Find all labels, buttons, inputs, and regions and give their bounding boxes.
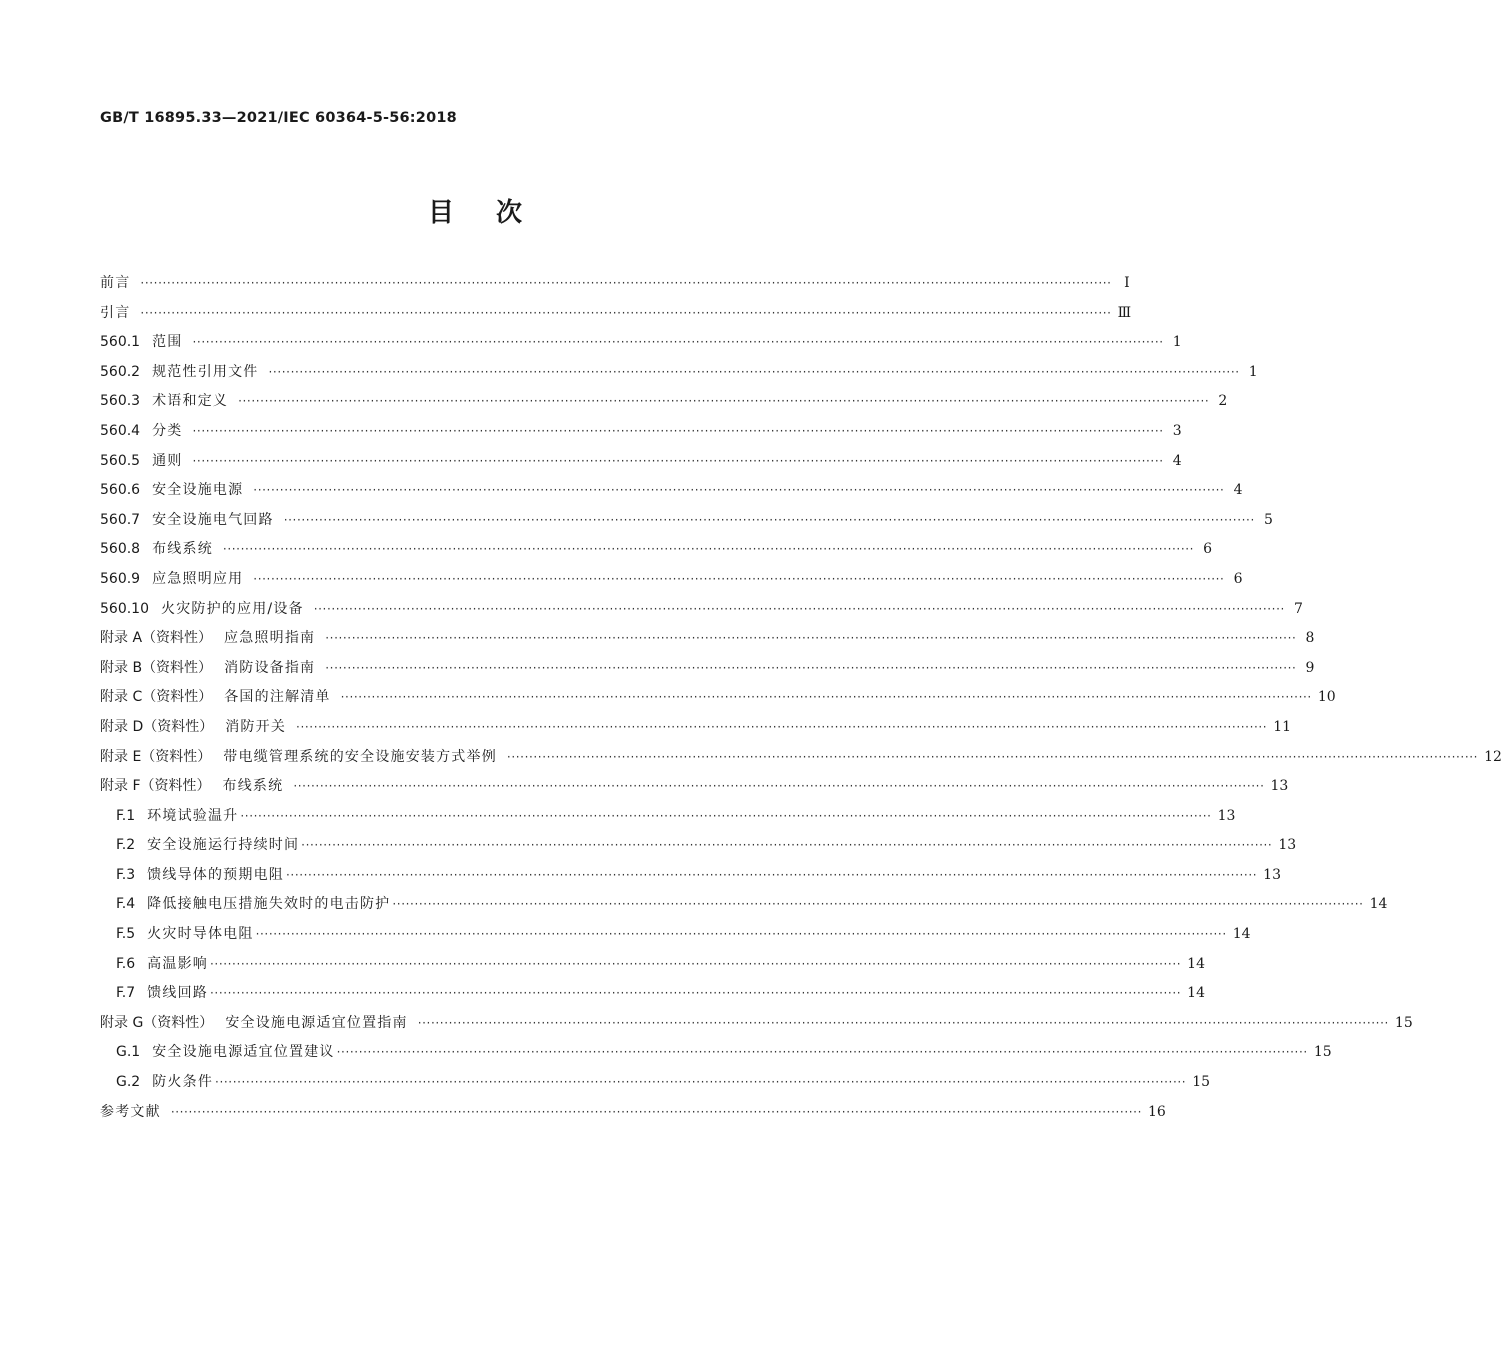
dot-leader: ···························································································································································································································· — [392, 897, 1364, 912]
toc-entry-page-number: 4 — [1233, 482, 1243, 499]
toc-entry[interactable] — [100, 627, 1315, 657]
dot-leader: ···························································································································································································································· — [255, 927, 1227, 942]
toc-entry-title: 安全设施电源适宜位置建议 — [152, 1044, 335, 1061]
dot-leader: ···························································································································································································································· — [325, 631, 1297, 646]
toc-entry-number: 附录 A（资料性） — [100, 630, 213, 647]
dot-leader: ···························································································································································································································· — [215, 1075, 1187, 1090]
dot-leader: ···························································································································································································································· — [301, 838, 1273, 853]
toc-entry-page-number: 14 — [1187, 985, 1205, 1002]
toc-entry[interactable] — [100, 893, 1388, 923]
toc-entry[interactable] — [100, 657, 1315, 687]
toc-entry-page-number: 14 — [1232, 926, 1251, 943]
toc-entry-page-number: 15 — [1313, 1044, 1332, 1061]
toc-entry[interactable] — [100, 390, 1228, 420]
toc-entry-number: F.7 — [116, 985, 136, 1002]
toc-entry-title: 安全设施运行持续时间 — [147, 837, 300, 854]
toc-entry-number: 560.3 — [100, 393, 141, 410]
dot-leader: ···························································································································································································································· — [192, 335, 1164, 350]
toc-entry-number: F.2 — [116, 837, 136, 854]
toc-entry-title: 参考文献 — [100, 1103, 161, 1120]
toc-entry-page-number: 14 — [1187, 955, 1205, 972]
toc-entry[interactable] — [100, 598, 1303, 628]
toc-entry-number: G.1 — [116, 1044, 141, 1061]
toc-entry-number: 560.10 — [100, 600, 149, 617]
toc-entry-page-number: 2 — [1218, 393, 1228, 410]
toc-entry-page-number: 4 — [1172, 452, 1182, 469]
toc-entry-page-number: 15 — [1192, 1074, 1211, 1091]
toc-entry-page-number: 11 — [1273, 718, 1292, 735]
toc-entry-number: F.1 — [116, 807, 136, 824]
toc-entry-page-number: 13 — [1217, 807, 1236, 824]
toc-entry-number: F.5 — [116, 926, 136, 943]
toc-entry-page-number: 12 — [1484, 748, 1502, 765]
toc-entry-title: 通则 — [152, 452, 183, 469]
toc-entry-number: 560.7 — [100, 511, 141, 528]
dot-leader: ···························································································································································································································· — [313, 601, 1285, 616]
toc-entry-number: 附录 C（资料性） — [100, 689, 213, 706]
toc-entry[interactable] — [100, 538, 1213, 568]
toc-entry-title: 环境试验温升 — [147, 807, 239, 824]
toc-entry-page-number: 6 — [1203, 541, 1213, 558]
toc-entry-title: 安全设施电源 — [152, 482, 244, 499]
dot-leader: ···························································································································································································································· — [140, 276, 1112, 290]
toc-entry[interactable] — [100, 420, 1182, 450]
toc-entry-page-number: 14 — [1369, 896, 1388, 913]
toc-entry-page-number: 8 — [1305, 630, 1315, 647]
dot-leader: ···························································································································································································································· — [209, 986, 1182, 1001]
dot-leader: ···························································································································································································································· — [268, 364, 1240, 379]
toc-entry-title: 安全设施电源适宜位置指南 — [225, 1014, 408, 1031]
toc-entry-title: 各国的注解清单 — [224, 689, 331, 706]
toc-entry-title: 布线系统 — [222, 778, 284, 795]
toc-entry-page-number: 13 — [1270, 778, 1289, 795]
toc-entry[interactable] — [100, 272, 1130, 302]
dot-leader: ···························································································································································································································· — [506, 749, 1479, 764]
toc-entry-number: F.3 — [116, 866, 136, 883]
toc-entry-number: 附录 E（资料性） — [100, 748, 212, 765]
toc-entry[interactable] — [100, 834, 1297, 864]
toc-entry-title: 火灾时导体电阻 — [147, 926, 254, 943]
toc-entry-number: 附录 B（资料性） — [100, 659, 213, 676]
toc-entry[interactable] — [100, 1041, 1332, 1071]
toc-entry-page-number: 6 — [1233, 570, 1243, 587]
toc-entry-number: 560.1 — [100, 334, 141, 351]
dot-leader: ···························································································································································································································· — [325, 660, 1297, 675]
toc-entry[interactable] — [100, 479, 1243, 509]
dot-leader: ···························································································································································································································· — [192, 453, 1164, 468]
page-title: 目次 — [427, 198, 564, 228]
toc-entry-number: 560.6 — [100, 482, 141, 499]
toc-entry-page-number: Ⅲ — [1117, 304, 1132, 321]
toc-entry-title: 分类 — [152, 422, 183, 439]
dot-leader: ···························································································································································································································· — [140, 305, 1112, 320]
toc-entry-title: 规范性引用文件 — [152, 363, 259, 380]
toc-entry-number: 附录 D（资料性） — [100, 718, 214, 735]
toc-entry-page-number: 9 — [1305, 659, 1315, 676]
toc-entry-title: 布线系统 — [152, 541, 213, 558]
toc-entry-page-number: 3 — [1172, 422, 1182, 439]
toc-entry-number: 附录 F（资料性） — [100, 778, 211, 795]
toc-entry-title: 范围 — [152, 334, 183, 351]
toc-entry-title: 高温影响 — [147, 955, 208, 972]
toc-entry[interactable] — [100, 331, 1182, 361]
toc-entry[interactable] — [100, 864, 1281, 894]
toc-entry-number: 560.5 — [100, 452, 141, 469]
dot-leader: ···························································································································································································································· — [170, 1104, 1142, 1119]
toc-entry-title: 引言 — [100, 304, 131, 321]
toc-entry[interactable] — [100, 1071, 1211, 1101]
dot-leader: ···························································································································································································································· — [240, 808, 1212, 823]
dot-leader: ···························································································································································································································· — [336, 1045, 1308, 1060]
toc-entry[interactable] — [100, 568, 1243, 598]
toc-entry-title: 馈线回路 — [147, 985, 208, 1002]
dot-leader: ···························································································································································································································· — [417, 1015, 1389, 1030]
toc-entry-title: 安全设施电气回路 — [152, 511, 274, 528]
toc-entry-title: 火灾防护的应用/设备 — [161, 600, 304, 617]
dot-leader: ···························································································································································································································· — [283, 512, 1255, 527]
dot-leader: ···························································································································································································································· — [209, 956, 1182, 971]
toc-entry-title: 前言 — [100, 275, 131, 291]
toc-entry[interactable] — [100, 686, 1336, 716]
toc-entry-page-number: 1 — [1172, 334, 1182, 351]
toc-entry-number: 560.8 — [100, 541, 141, 558]
toc-entry-title: 消防开关 — [225, 718, 287, 735]
toc-entry-number: 560.9 — [100, 570, 141, 587]
toc-entry-page-number: 13 — [1278, 837, 1297, 854]
toc-entry-page-number: 7 — [1293, 600, 1303, 617]
dot-leader: ···························································································································································································································· — [293, 779, 1265, 794]
toc-entry-title: 消防设备指南 — [224, 659, 316, 676]
toc-entry-number: F.6 — [116, 955, 136, 972]
toc-entry-title: 带电缆管理系统的安全设施安装方式举例 — [223, 748, 497, 765]
dot-leader: ···························································································································································································································· — [192, 423, 1164, 438]
toc-entry-number: 560.2 — [100, 363, 141, 380]
table-of-contents — [100, 272, 1502, 1130]
toc-entry-number: 560.4 — [100, 422, 141, 439]
toc-entry-title: 馈线导体的预期电阻 — [147, 866, 284, 883]
dot-leader: ···························································································································································································································· — [253, 571, 1225, 586]
toc-entry[interactable] — [100, 450, 1182, 480]
toc-entry-number: G.2 — [116, 1074, 141, 1091]
dot-leader: ···························································································································································································································· — [253, 483, 1225, 498]
toc-entry-title: 防火条件 — [152, 1074, 214, 1091]
toc-entry-title: 术语和定义 — [152, 393, 229, 410]
toc-entry-page-number: 15 — [1394, 1014, 1413, 1031]
dot-leader: ···························································································································································································································· — [296, 719, 1268, 734]
dot-leader: ···························································································································································································································· — [285, 867, 1258, 882]
toc-entry[interactable] — [100, 361, 1258, 391]
toc-entry[interactable] — [100, 923, 1251, 953]
toc-entry-title: 应急照明指南 — [224, 630, 316, 647]
toc-entry[interactable] — [100, 746, 1502, 776]
toc-entry[interactable] — [100, 509, 1273, 539]
toc-entry[interactable] — [100, 805, 1236, 835]
toc-entry-page-number: 1 — [1248, 363, 1258, 380]
toc-entry-number: F.4 — [116, 896, 136, 913]
dot-leader: ···························································································································································································································· — [238, 394, 1210, 409]
toc-entry-page-number: 10 — [1317, 689, 1336, 706]
dot-leader: ···························································································································································································································· — [340, 690, 1312, 705]
toc-entry[interactable] — [100, 953, 1205, 983]
toc-entry[interactable] — [100, 982, 1205, 1012]
toc-entry[interactable] — [100, 775, 1289, 805]
toc-entry[interactable] — [100, 1101, 1166, 1131]
toc-entry[interactable] — [100, 1012, 1413, 1042]
toc-entry-page-number: 5 — [1263, 511, 1273, 528]
toc-entry-page-number: 16 — [1148, 1103, 1166, 1120]
standard-code-header: GB/T 16895.33—2021/IEC 60364-5-56:2018 — [100, 110, 457, 126]
toc-entry[interactable] — [100, 302, 1132, 332]
toc-entry-page-number: Ⅰ — [1124, 275, 1130, 291]
toc-entry-title: 应急照明应用 — [152, 570, 244, 587]
dot-leader: ···························································································································································································································· — [222, 542, 1195, 557]
toc-entry-page-number: 13 — [1263, 866, 1281, 883]
toc-entry[interactable] — [100, 716, 1292, 746]
toc-entry-number: 附录 G（资料性） — [100, 1014, 214, 1031]
toc-entry-title: 降低接触电压措施失效时的电击防护 — [147, 896, 391, 913]
